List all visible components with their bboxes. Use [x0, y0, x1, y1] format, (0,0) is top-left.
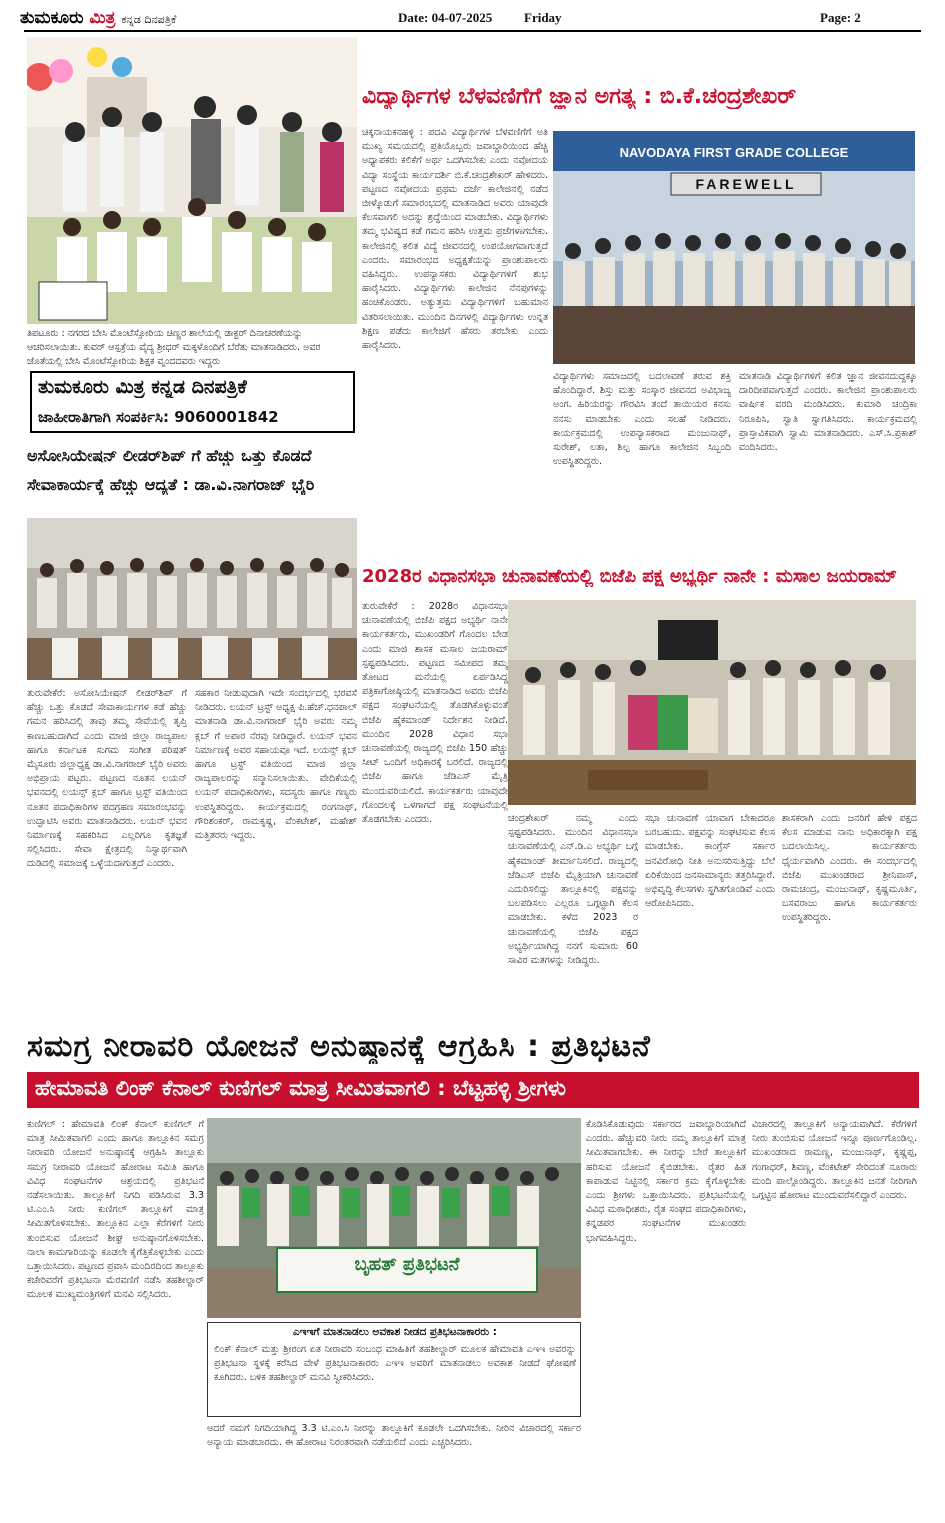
- college-banner-text: NAVODAYA FIRST GRADE COLLEGE: [619, 145, 849, 160]
- protest-caption-box: [207, 1322, 581, 1417]
- masthead-page: Page: 2: [820, 10, 861, 25]
- story3-col-mid: ವಿದ್ಯಾರ್ಥಿಗಳು ಸಮಾಜದಲ್ಲಿ ಬದಲಾವಣೆ ತರುವ ಶಕ್ತಿ ಹೊಂದಿದ್ದಾರೆ. ಶಿಸ್ತು ಮತ್ತು ಸಂಸ್ಕಾರ ಜೀವನದ ಅವಿಭಾಜ್ಯ ಅಂಗ. ಹಿರಿಯರನ್ನು ಗೌರವಿಸಿ ತಂದೆ ತಾಯಿಯರ ಕನಸು ನನಸು ಮಾಡಬೇಕು ಎಂದು ಸಲಹೆ ನೀಡಿದರು. ಕಾರ್ಯಕ್ರಮದಲ್ಲಿ ಉಪನ್ಯಾಸಕರಾದ ಮಂಜುನಾಥ್, ಸುರೇಶ್, ಲತಾ, ಶಿಲ್ಪ ಹಾಗೂ ಕಾಲೇಜಿನ ಸಿಬ್ಬಂದಿ ಉಪಸ್ಥಿತರಿದ್ದರು.: [553, 371, 731, 468]
- story3-headline: ವಿದ್ಯಾರ್ಥಿಗಳ ಬೆಳವಣಿಗೆಗೆ ಜ್ಞಾನ ಅಗತ್ಯ : ಬಿ.ಕೆ.ಚಂದ್ರಶೇಖರ್: [362, 84, 797, 109]
- protest-photo-art: [207, 1118, 581, 1318]
- protest-caption-body: ಲಿಂಕ್ ಕೆನಾಲ್ ಮತ್ತು ಶ್ರೀರಂಗ ಏತ ನೀರಾವರಿ ಸಂಬಂಧ ಮಾಹಿತಿಗೆ ತಹಶೀಲ್ದಾರ್ ಮೂಲಕ ಹೇಮಾವತಿ ಎಇಇ ಅವರನ್ನು ಪ್ರತಿಭಟನಾ ಸ್ಥಳಕ್ಕೆ ಕರೆಸಿದ ವೇಳೆ ಪ್ರತಿಭಟನಾಕಾರರು ಎಇಇ ಅವರಿಗೆ ಮಾತನಾಡಲು ಅವಕಾಶ ನೀಡದೆ ಘೋಷಣೆ ಕೂಗಿದರು. ಬಳಿಕ ತಹಶೀಲ್ದಾರ್ ಮನವಿ ಸ್ವೀಕರಿಸಿದರು.: [214, 1344, 576, 1384]
- story3-col-right: ಮಾತನಾಡಿ ವಿದ್ಯಾರ್ಥಿಗಳಿಗೆ ಕಲಿತ ಜ್ಞಾನ ಜೀವನದುದ್ದಕ್ಕೂ ದಾರಿದೀಪವಾಗುತ್ತದೆ ಎಂದರು. ಕಾಲೇಜಿನ ಪ್ರಾಂಶುಪಾಲರು ವಾರ್ಷಿಕ ವರದಿ ಮಂಡಿಸಿದರು. ಕುಮಾರಿ ಚಂದ್ರಿಕಾ ನಿರೂಪಿಸಿ, ಸ್ವಾತಿ ಸ್ವಾಗತಿಸಿದರು. ಕಾರ್ಯಕ್ರಮದಲ್ಲಿ ಪ್ರಾಸ್ತಾವಿಕವಾಗಿ ಸ್ವಾಮಿ ಮಾತನಾಡಿದರು. ಎಸ್.ಸಿ.ಪ್ರಕಾಶ್ ವಂದಿಸಿದರು.: [739, 371, 917, 454]
- masthead-brand-red: ಮಿತ್ರ: [89, 8, 116, 28]
- story2-headline-2: ಸೇವಾಕಾರ್ಯಕ್ಕೆ ಹೆಚ್ಚು ಆದ್ಯತೆ : ಡಾ.ವಿ.ನಾಗರಾಜ್ ಭೈರಿ: [27, 475, 315, 494]
- navodaya-photo-art: [553, 131, 915, 364]
- story5-col-right2: ವಿಚಾರದಲ್ಲಿ ತಾಲ್ಲೂಕಿಗೆ ಅನ್ಯಾಯವಾಗಿದೆ. ಕೆರೆಗಳಿಗೆ ನೀರು ತುಂಬಿಸುವ ಯೋಜನೆ ಇನ್ನೂ ಪೂರ್ಣಗೊಂಡಿಲ್ಲ. ಮುಖಂಡರಾದ ರಾಮಣ್ಣ, ಮಂಜುನಾಥ್, ಕೃಷ್ಣಪ್ಪ, ಗಂಗಾಧರ್, ಶಿವಣ್ಣ, ವೆಂಕಟೇಶ್ ಸೇರಿದಂತೆ ನೂರಾರು ಮಂದಿ ಪಾಲ್ಗೊಂಡಿದ್ದರು. ತಾಲ್ಲೂಕಿನ ಜನತೆ ನೀರಿಗಾಗಿ ಒಗ್ಗಟ್ಟಿನ ಹೋರಾಟ ಮುಂದುವರೆಸಲಿದ್ದಾರೆ ಎಂದರು.: [752, 1119, 917, 1202]
- masthead-date: Date: 04-07-2025: [398, 10, 493, 25]
- masthead-brand-black: ತುಮಕೂರು: [20, 8, 84, 28]
- masthead-day: Friday: [524, 10, 562, 25]
- lions-club-photo-art: [27, 518, 357, 680]
- story4-col-m3: ಶಾಸಕರಾಗಿ ಎಂದು ಜನರಿಗೆ ಹೇಳಿ ಪಕ್ಷದ ಕೆಲಸ ಮಾಡುವ ನಾನು ಅಧಿಕಾರಕ್ಕಾಗಿ ಪಕ್ಷ ಬದಲಾಯಿಸಿಲ್ಲ. ಕಾರ್ಯಕರ್ತರು ಧೈರ್ಯವಾಗಿರಿ ಎಂದರು. ಈ ಸಂದರ್ಭದಲ್ಲಿ ಬಿಜೆಪಿ ಮುಖಂಡರಾದ ಶ್ರೀನಿವಾಸ್, ರಾಮಚಂದ್ರ, ಮಂಜುನಾಥ್, ಕೃಷ್ಣಮೂರ್ತಿ, ಬಸವರಾಜು ಹಾಗೂ ಕಾರ್ಯಕರ್ತರು ಉಪಸ್ಥಿತರಿದ್ದರು.: [782, 813, 917, 924]
- story5-subhead: ಹೇಮಾವತಿ ಲಿಂಕ್ ಕೆನಾಲ್ ಕುಣಿಗಲ್ ಮಾತ್ರ ಸೀಮಿತವಾಗಲಿ : ಬೆಟ್ಟಹಳ್ಳಿ ಶ್ರೀಗಳು: [27, 1072, 919, 1108]
- story5-headline: ಸಮಗ್ರ ನೀರಾವರಿ ಯೋಜನೆ ಅನುಷ್ಠಾನಕ್ಕೆ ಆಗ್ರಹಿಸಿ : ಪ್ರತಿಭಟನೆ: [27, 1029, 651, 1064]
- lions-club-photo: [27, 518, 357, 680]
- story4-headline: 2028ರ ವಿಧಾನಸಭಾ ಚುನಾವಣೆಯಲ್ಲಿ ಬಿಜೆಪಿ ಪಕ್ಷ ಅಭ್ಯರ್ಥಿ ನಾನೇ : ಮಸಾಲ ಜಯರಾಮ್: [362, 566, 897, 587]
- story5-col-left: ಕುಣಿಗಲ್ : ಹೇಮಾವತಿ ಲಿಂಕ್ ಕೆನಾಲ್ ಕುಣಿಗಲ್ ಗೆ ಮಾತ್ರ ಸೀಮಿತವಾಗಲಿ ಎಂದು ಹಾಗೂ ತಾಲ್ಲೂಕಿನ ಸಮಗ್ರ ನೀರಾವರಿ ಯೋಜನೆ ಅನುಷ್ಠಾನಕ್ಕೆ ಆಗ್ರಹಿಸಿ ತಾಲ್ಲೂಕು ಸಮಗ್ರ ನೀರಾವರಿ ಯೋಜನೆ ಹೋರಾಟ ಸಮಿತಿ ಹಾಗೂ ವಿವಿಧ ಸಂಘಟನೆಗಳ ಆಶ್ರಯದಲ್ಲಿ ಪ್ರತಿಭಟನೆ ನಡೆಸಲಾಯಿತು. ತಾಲ್ಲೂಕಿಗೆ ನಿಗದಿ ಪಡಿಸಿರುವ 3.3 ಟಿ.ಎಂ.ಸಿ ನೀರು ಕುಣಿಗಲ್ ತಾಲ್ಲೂಕಿಗೆ ಮಾತ್ರ ಸೀಮಿತಗೊಳಿಸಬೇಕು. ತಾಲ್ಲೂಕಿನ ಎಲ್ಲಾ ಕೆರೆಗಳಿಗೆ ನೀರು ತುಂಬಿಸುವ ಯೋಜನೆ ಶೀಘ್ರ ಅನುಷ್ಠಾನಗೊಳಿಸಬೇಕು. ನಾಲಾ ಕಾಮಗಾರಿಯನ್ನು ಕೂಡಲೇ ಕೈಗೆತ್ತಿಕೊಳ್ಳಬೇಕು ಎಂದು ಒತ್ತಾಯಿಸಿದರು. ಪಟ್ಟಣದ ಪ್ರವಾಸಿ ಮಂದಿರದಿಂದ ತಾಲ್ಲೂಕು ಕಚೇರಿವರೆಗೆ ಪ್ರತಿಭಟನಾ ಮೆರವಣಿಗೆ ನಡೆಸಿ ತಹಶೀಲ್ದಾರ್ ಮೂಲಕ ಮುಖ್ಯಮಂತ್ರಿಗಳಿಗೆ ಮನವಿ ಸಲ್ಲಿಸಿದರು.: [27, 1119, 204, 1301]
- protest-banner-text: ಬೃಹತ್ ಪ್ರತಿಭಟನೆ: [354, 1254, 460, 1275]
- protest-caption-title: ಎಇಇಗೆ ಮಾತನಾಡಲು ಅವಕಾಶ ನೀಡದ ಪ್ರತಿಭಟನಾಕಾರರು :: [293, 1326, 497, 1338]
- story5-col-right1: ಕೊಡಿಸಿಕೊಡುವುದು ಸರ್ಕಾರದ ಜವಾಬ್ದಾರಿಯಾಗಿದೆ ಎಂದರು. ಹೆಚ್ಚುವರಿ ನೀರು ನಮ್ಮ ತಾಲ್ಲೂಕಿಗೆ ಮಾತ್ರ ಸೀಮಿತವಾಗಬೇಕು. ಈ ನೀರನ್ನು ಬೇರೆ ತಾಲ್ಲೂಕಿಗೆ ಹರಿಸುವ ಯೋಜನೆ ಕೈಬಿಡಬೇಕು. ರೈತರ ಹಿತ ಕಾಪಾಡುವ ನಿಟ್ಟಿನಲ್ಲಿ ಸರ್ಕಾರ ಕ್ರಮ ಕೈಗೊಳ್ಳಬೇಕು ಎಂದು ಶ್ರೀಗಳು ಒತ್ತಾಯಿಸಿದರು. ಪ್ರತಿಭಟನೆಯಲ್ಲಿ ವಿವಿಧ ಮಠಾಧೀಶರು, ರೈತ ಸಂಘದ ಪದಾಧಿಕಾರಿಗಳು, ಕನ್ನಡಪರ ಸಂಘಟನೆಗಳ ಮುಖಂಡರು ಭಾಗವಹಿಸಿದ್ದರು.: [586, 1119, 746, 1244]
- ad-title: ತುಮಕೂರು ಮಿತ್ರ ಕನ್ನಡ ದಿನಪತ್ರಿಕೆ: [38, 376, 247, 398]
- masthead-brand: [20, 8, 176, 28]
- navodaya-photo: [553, 131, 915, 364]
- masthead-brand-tag: ಕನ್ನಡ ದಿನಪತ್ರಿಕೆ: [121, 13, 177, 26]
- story4-col-m1: ಚಂದ್ರಶೇಖರ್ ನಮ್ಮ ಎಂದು ಸ್ಪಷ್ಟಪಡಿಸಿದರು. ಮುಂದಿನ ವಿಧಾನಸಭಾ ಚುನಾವಣೆಯಲ್ಲಿ ಎನ್.ಡಿ.ಎ ಅಭ್ಯರ್ಥಿ ಬಗ್ಗೆ ಹೈಕಮಾಂಡ್ ತೀರ್ಮಾನಿಸಲಿದೆ. ರಾಜ್ಯದಲ್ಲಿ ಜೆಡಿಎಸ್ ಬಿಜೆಪಿ ಮೈತ್ರಿಯಾಗಿ ಚುನಾವಣೆ ಎದುರಿಸಲಿದ್ದು ತಾಲ್ಲೂಕಿನಲ್ಲಿ ಪಕ್ಷವನ್ನು ಬಲಪಡಿಸಲು ಎಲ್ಲರೂ ಒಗ್ಗಟ್ಟಾಗಿ ಕೆಲಸ ಮಾಡಬೇಕು. ಕಳೆದ 2023 ರ ಚುನಾವಣೆಯಲ್ಲಿ ಬಿಜೆಪಿ ಪಕ್ಷದ ಅಭ್ಯರ್ಥಿಯಾಗಿದ್ದ ನನಗೆ ಸುಮಾರು 60 ಸಾವಿರ ಮತಗಳನ್ನು ನೀಡಿದ್ದರು.: [508, 813, 638, 967]
- montessori-caption: ತಿಪಟೂರು : ನಗರದ ಬೇಸಿ ಮೊಂಟೆಸ್ಸೋರಿಯ ಚಿಣ್ಣರ ಶಾಲೆಯಲ್ಲಿ ಡಾಕ್ಟರ್ ದಿನಾಚರಣೆಯನ್ನು ಆಚರಿಸಲಾಯಿತು. ಕುವರ್ ಆಸ್ಪತ್ರೆಯ ವೈದ್ಯ ಶ್ರೀಧರ್ ಮಕ್ಕಳೊಂದಿಗೆ ಬೆರೆತು ಮಾತನಾಡಿದರು. ಅವರ ಜೊತೆಯಲ್ಲಿ ಬೇಸಿ ಮೊಂಟೆಸ್ಸೋರಿಯ ಶಿಕ್ಷಕ ವೃಂದದವರು ಇದ್ದರು: [27, 328, 321, 367]
- story4-col-left: ತುರುವೇಕೆರೆ : 2028ರ ವಿಧಾನಸಭಾ ಚುನಾವಣೆಯಲ್ಲಿ ಬಿಜೆಪಿ ಪಕ್ಷದ ಅಭ್ಯರ್ಥಿ ನಾನೇ ಕಾರ್ಯಕರ್ತರು, ಮುಖಂಡರಿಗೆ ಗೊಂದಲ ಬೇಡ ಎಂದು ಮಾಜಿ ಶಾಸಕ ಮಸಾಲ ಜಯರಾಮ್ ಸ್ಪಷ್ಟಪಡಿಸಿದರು. ಪಟ್ಟಣದ ಸಮೀಪದ ತಮ್ಮ ತೋಟದ ಮನೆಯಲ್ಲಿ ಏರ್ಪಡಿಸಿದ್ದ ಪತ್ರಿಕಾಗೋಷ್ಠಿಯಲ್ಲಿ ಮಾತನಾಡಿದ ಅವರು ಬಿಜೆಪಿ ಪಕ್ಷದ ಸಂಘಟನೆಯಲ್ಲಿ ತೊಡಗಿಕೊಳ್ಳುವಂತೆ ಬಿಜೆಪಿ ಹೈಕಮಾಂಡ್ ನಿರ್ದೇಶನ ನೀಡಿದೆ. ಮುಂದಿನ 2028 ವಿಧಾನ ಸಭಾ ಚುನಾವಣೆಯಲ್ಲಿ ರಾಜ್ಯದಲ್ಲಿ ಬಿಜೆಪಿ 150 ಹೆಚ್ಚು ಸೀಟ್ ಒಂದಿಗೆ ಅಧಿಕಾರಕ್ಕೆ ಬರಲಿದೆ. ರಾಜ್ಯದಲ್ಲಿ ಬಿಜೆಪಿ ಹಾಗೂ ಜೆಡಿಎಸ್ ಮೈತ್ರಿ ಮುಂದುವರಿಯಲಿದೆ. ಕಾರ್ಯಕರ್ತರು ಯಾವುದೇ ಗೊಂದಲಕ್ಕೆ ಒಳಗಾಗದೆ ಪಕ್ಷ ಸಂಘಟನೆಯಲ್ಲಿ ತೊಡಗಬೇಕು ಎಂದರು.: [362, 601, 508, 826]
- story5-col-mid: ಆದರೆ ನಮಗೆ ನಿಗದಿಯಾಗಿದ್ದ 3.3 ಟಿ.ಎಂ.ಸಿ ನೀರನ್ನು ತಾಲ್ಲೂಕಿಗೆ ಕೂಡಲೇ ಒದಗಿಸಬೇಕು. ನೀರಿನ ವಿಚಾರದಲ್ಲಿ ಸರ್ಕಾರ ಅನ್ಯಾಯ ಮಾಡಬಾರದು. ಈ ಹೋರಾಟ ನಿರಂತರವಾಗಿ ನಡೆಯಲಿದೆ ಎಂದು ಎಚ್ಚರಿಸಿದರು.: [207, 1423, 581, 1449]
- ad-contact: ಜಾಹೀರಾತಿಗಾಗಿ ಸಂಪರ್ಕಿಸಿ: 9060001842: [38, 408, 279, 426]
- story2-col2: ಸಹಕಾರ ನೀಡುವುದಾಗಿ ಇದೇ ಸಂದರ್ಭದಲ್ಲಿ ಭರವಸೆ ನೀಡಿದರು. ಲಯನ್ ಟ್ರಸ್ಟ್ ಅಧ್ಯಕ್ಷ ಪಿ.ಹೆಚ್.ಧನಪಾಲ್ ಮಾತನಾಡಿ ಡಾ.ವಿ.ನಾಗರಾಜ್ ಭೈರಿ ಅವರು ನಮ್ಮ ಕ್ಲಬ್ ಗೆ ಅಪಾರ ನೆರವು ನೀಡಿದ್ದಾರೆ. ಲಯನ್ ಭವನ ನಿರ್ಮಾಣಕ್ಕೆ ಅವರ ಸಹಾಯವೂ ಇದೆ. ಲಯನ್ಸ್ ಕ್ಲಬ್ ಹಾಗೂ ಟ್ರಸ್ಟ್ ವತಿಯಿಂದ ಮಾಜಿ ಜಿಲ್ಲಾ ರಾಜ್ಯಪಾಲರನ್ನು ಸನ್ಮಾನಿಸಲಾಯಿತು. ವೇದಿಕೆಯಲ್ಲಿ ಲಯನ್ ಪದಾಧಿಕಾರಿಗಳು, ಸದಸ್ಯರು ಹಾಗೂ ಗಣ್ಯರು ಉಪಸ್ಥಿತರಿದ್ದರು. ಕಾರ್ಯಕ್ರಮದಲ್ಲಿ ರಂಗನಾಥ್, ಗೌರಿಶಂಕರ್, ರಾಮಕೃಷ್ಣ, ವೆಂಕಟೇಶ್, ಮಹೇಶ್ ಮತ್ತಿತರರು ಇದ್ದರು.: [195, 688, 357, 842]
- bjp-meeting-photo-art: [508, 600, 916, 805]
- montessori-photo-art: [27, 37, 357, 324]
- story3-col-left: ಚಿಕ್ಕನಾಯಕನಹಳ್ಳಿ : ಪದವಿ ವಿದ್ಯಾರ್ಥಿಗಳ ಬೆಳವಣಿಗೆಗೆ ಅತಿ ಮುಖ್ಯ ಸಮಯದಲ್ಲಿ ಪ್ರತಿಯೊಬ್ಬರು ಜವಾಬ್ದಾರಿಯಿಂದ ಹೆಚ್ಚಿ ಅಧ್ಯಾಪಕರು ಕಲಿಕೆಗೆ ಅರ್ಥ ಒದಗಿಸಬೇಕು ಎಂದು ನವೋದಯ ವಿದ್ಯಾ ಸಂಸ್ಥೆಯ ಕಾರ್ಯದರ್ಶಿ ಬಿ.ಕೆ.ಚಂದ್ರಶೇಖರ್ ಹೇಳಿದರು. ಪಟ್ಟಣದ ನವೋದಯ ಪ್ರಥಮ ದರ್ಜೆ ಕಾಲೇಜಿನಲ್ಲಿ ನಡೆದ ಬೀಳ್ಕೊಡುಗೆ ಸಮಾರಂಭದಲ್ಲಿ ಮಾತನಾಡಿದ ಅವರು ಯಾವುದೇ ಕೆಲಸವಾಗಲಿ ಅದನ್ನು ಶ್ರದ್ಧೆಯಿಂದ ಮಾಡಬೇಕು. ವಿದ್ಯಾರ್ಥಿಗಳು ತಮ್ಮ ಭವಿಷ್ಯದ ಕಡೆ ಗಮನ ಹರಿಸಿ ಉತ್ತಮ ಪ್ರಜೆಗಳಾಗಬೇಕು. ಕಾಲೇಜಿನಲ್ಲಿ ಕಲಿತ ವಿದ್ಯೆ ಜೀವನದಲ್ಲಿ ಉಪಯೋಗವಾಗುತ್ತದೆ ಎಂದರು. ಸಮಾರಂಭದ ಅಧ್ಯಕ್ಷತೆಯನ್ನು ಪ್ರಾಂಶುಪಾಲರು ವಹಿಸಿದ್ದರು. ಉಪನ್ಯಾಸಕರು ವಿದ್ಯಾರ್ಥಿಗಳಿಗೆ ಶುಭ ಹಾರೈಸಿದರು. ವಿದ್ಯಾರ್ಥಿಗಳು ಕಾಲೇಜಿನ ನೆನಪುಗಳನ್ನು ಹಂಚಿಕೊಂಡರು. ಅತ್ಯುತ್ತಮ ವಿದ್ಯಾರ್ಥಿಗಳಿಗೆ ಬಹುಮಾನ ವಿತರಿಸಲಾಯಿತು. ಮುಂದಿನ ದಿನಗಳಲ್ಲಿ ವಿದ್ಯಾರ್ಥಿಗಳು ಉನ್ನತ ಶಿಕ್ಷಣ ಪಡೆದು ಕಾಲೇಜಿಗೆ ಹೆಸರು ತರಬೇಕು ಎಂದು ಹಾರೈಸಿದರು.: [362, 127, 548, 352]
- montessori-photo: [27, 37, 357, 324]
- story2-headline-1: ಅಸೋಸಿಯೇಷನ್ ಲೀಡರ್‌ಶಿಪ್ ಗೆ ಹೆಚ್ಚು ಒತ್ತು ಕೊಡದೆ: [27, 446, 312, 465]
- story4-col-m2: ಸಭಾ ಚುನಾವಣೆ ಯಾವಾಗ ಬೇಕಾದರೂ ಬರಬಹುದು. ಪಕ್ಷವನ್ನು ಸಂಘಟಿಸುವ ಕೆಲಸ ಮಾಡಬೇಕು. ಕಾಂಗ್ರೆಸ್ ಸರ್ಕಾರ ಜನವಿರೋಧಿ ನೀತಿ ಅನುಸರಿಸುತ್ತಿದ್ದು ಬೆಲೆ ಏರಿಕೆಯಿಂದ ಜನಸಾಮಾನ್ಯರು ತತ್ತರಿಸಿದ್ದಾರೆ. ಅಭಿವೃದ್ಧಿ ಕೆಲಸಗಳು ಸ್ಥಗಿತಗೊಂಡಿವೆ ಎಂದು ಆರೋಪಿಸಿದರು.: [645, 813, 775, 910]
- protest-photo: [207, 1118, 581, 1318]
- story2-col1: ತುರುವೇಕೆರೆ: ಅಸೋಸಿಯೇಷನ್ ಲೀಡರ್‌ಶಿಪ್ ಗೆ ಹೆಚ್ಚು ಒತ್ತು ಕೊಡದೆ ಸೇವಾಕಾರ್ಯಗಳ ಕಡೆ ಹೆಚ್ಚು ಗಮನ ಹರಿಸಿದಲ್ಲಿ ತಾವು ತಮ್ಮ ಸೇವೆಯಲ್ಲಿ ತೃಪ್ತಿ ಕಾಣಬಹುದಾಗಿದೆ ಎಂದು ಮಾಜಿ ಜಿಲ್ಲಾ ರಾಜ್ಯಪಾಲ ಹಾಗೂ ಕರ್ನಾಟಕ ಸುಗಮ ಸಂಗೀತ ಪರಿಷತ್ ಮೈಸೂರು ಜಿಲ್ಲಾಧ್ಯಕ್ಷ ಡಾ.ವಿ.ನಾಗರಾಜ್ ಭೈರಿ ಅವರು ಅಭಿಪ್ರಾಯ ಪಟ್ಟರು. ಪಟ್ಟಣದ ನೂತನ ಲಯನ್ ಭವನದಲ್ಲಿ ಲಯನ್ಸ್ ಕ್ಲಬ್ ಹಾಗೂ ಟ್ರಸ್ಟ್ ವತಿಯಿಂದ ನೂತನ ಪದಾಧಿಕಾರಿಗಳ ಪದಗ್ರಹಣ ಸಮಾರಂಭವನ್ನು ಉದ್ಘಾಟಿಸಿ ಅವರು ಮಾತನಾಡಿದರು. ಲಯನ್ ಭವನ ನಿರ್ಮಾಣಕ್ಕೆ ಸಹಕರಿಸಿದ ಎಲ್ಲರಿಗೂ ಕೃತಜ್ಞತೆ ಸಲ್ಲಿಸಿದರು. ಸೇವಾ ಕ್ಷೇತ್ರದಲ್ಲಿ ನಿಸ್ವಾರ್ಥವಾಗಿ ದುಡಿದಲ್ಲಿ ಸಮಾಜಕ್ಕೆ ಒಳ್ಳೆಯದಾಗುತ್ತದೆ ಎಂದರು.: [27, 688, 187, 870]
- bjp-meeting-photo: [508, 600, 916, 805]
- masthead-rule: [24, 30, 921, 32]
- farewell-banner-text: FAREWELL: [695, 176, 797, 192]
- ad-box: [30, 371, 355, 433]
